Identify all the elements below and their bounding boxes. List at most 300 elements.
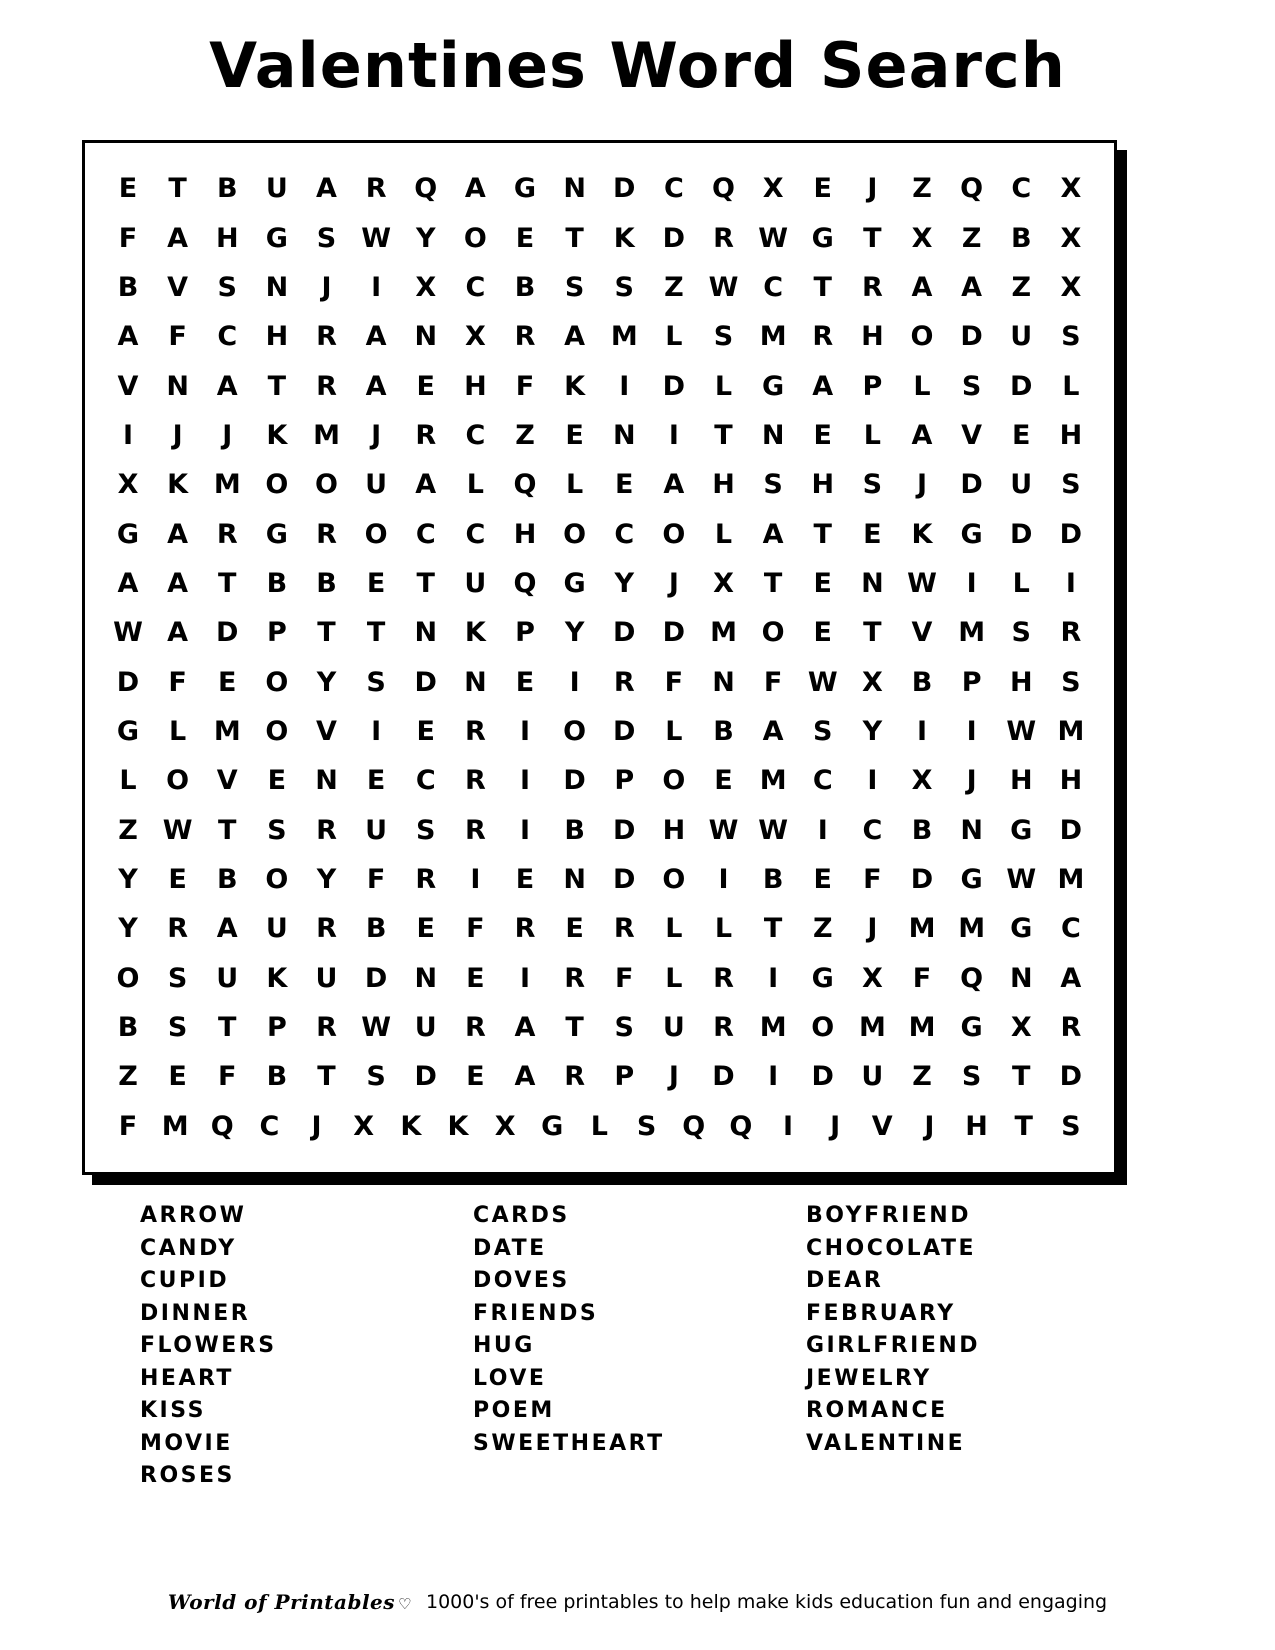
- grid-cell: G: [811, 222, 834, 254]
- grid-cell: J: [867, 173, 878, 205]
- grid-cell: U: [265, 173, 288, 205]
- grid-cell: A: [1060, 962, 1082, 994]
- grid-cell: E: [615, 469, 634, 501]
- grid-cell: M: [958, 617, 986, 649]
- grid-cell: R: [713, 222, 734, 254]
- grid-cell: W: [758, 814, 789, 846]
- grid-cell: N: [563, 173, 586, 205]
- grid-cell: N: [861, 567, 884, 599]
- grid-row: [99, 271, 1100, 303]
- grid-cell: B: [266, 567, 288, 599]
- grid-cell: Y: [862, 715, 883, 747]
- grid-cell: S: [167, 1011, 188, 1043]
- grid-cell: L: [665, 913, 683, 945]
- grid-cell: E: [168, 863, 187, 895]
- grid-cell: L: [1012, 567, 1030, 599]
- grid-cell: C: [465, 271, 486, 303]
- grid-cell: G: [265, 518, 288, 550]
- grid-cell: R: [316, 321, 337, 353]
- grid-cell: E: [366, 567, 386, 599]
- grid-cell: S: [813, 715, 833, 747]
- grid-cell: A: [514, 1061, 536, 1093]
- grid-cell: T: [863, 222, 882, 254]
- grid-row: [99, 814, 1100, 846]
- grid-cell: H: [712, 469, 735, 501]
- word-list-item: DOVES: [473, 1268, 570, 1294]
- grid-cell: C: [614, 518, 635, 550]
- grid-cell: X: [713, 567, 734, 599]
- grid-cell: I: [569, 666, 580, 698]
- grid-cell: S: [564, 271, 585, 303]
- grid-cell: L: [590, 1110, 609, 1142]
- grid-cell: X: [1060, 222, 1082, 254]
- grid-cell: B: [1010, 222, 1032, 254]
- grid-row: [99, 666, 1100, 698]
- grid-cell: H: [513, 518, 537, 550]
- grid-cell: R: [564, 962, 586, 994]
- grid-cell: C: [862, 814, 883, 846]
- grid-cell: O: [463, 222, 487, 254]
- grid-cell: O: [910, 321, 934, 353]
- grid-cell: X: [1060, 271, 1082, 303]
- grid-cell: E: [267, 765, 287, 797]
- grid-cell: M: [161, 1110, 189, 1142]
- grid-cell: L: [665, 715, 683, 747]
- grid-cell: S: [1061, 1110, 1081, 1142]
- grid-cell: D: [613, 814, 636, 846]
- grid-cell: B: [117, 1011, 139, 1043]
- grid-cell: F: [664, 666, 684, 698]
- grid-cell: D: [662, 617, 686, 649]
- grid-cell: R: [564, 1061, 586, 1093]
- grid-cell: T: [714, 419, 733, 451]
- word-list-item: CANDY: [140, 1235, 237, 1261]
- grid-cell: N: [563, 863, 586, 895]
- grid-cell: L: [863, 419, 881, 451]
- grid-cell: W: [807, 666, 838, 698]
- grid-cell: E: [813, 419, 832, 451]
- grid-cell: L: [566, 469, 584, 501]
- grid-cell: G: [563, 567, 586, 599]
- grid-cell: D: [960, 469, 983, 501]
- grid-cell: D: [216, 617, 239, 649]
- grid-row: [99, 1110, 1100, 1142]
- grid-cell: L: [119, 765, 137, 797]
- grid-cell: Z: [664, 271, 684, 303]
- grid-cell: A: [216, 913, 238, 945]
- grid-cell: I: [867, 765, 878, 797]
- grid-cell: I: [1065, 567, 1076, 599]
- grid-cell: W: [361, 1011, 392, 1043]
- grid-cell: K: [400, 1110, 422, 1142]
- word-list-item: FEBRUARY: [806, 1300, 956, 1326]
- grid-cell: K: [564, 370, 586, 402]
- grid-cell: T: [317, 1061, 336, 1093]
- grid-cell: E: [565, 913, 584, 945]
- grid-cell: H: [1059, 419, 1083, 451]
- grid-cell: Z: [912, 173, 932, 205]
- grid-cell: H: [215, 222, 239, 254]
- grid-cell: A: [365, 321, 387, 353]
- grid-cell: H: [662, 814, 686, 846]
- grid-cell: F: [515, 370, 535, 402]
- grid-box: [82, 140, 1117, 1175]
- grid-cell: N: [414, 617, 438, 649]
- grid-cell: D: [613, 863, 636, 895]
- grid-cell: C: [812, 765, 833, 797]
- grid-cell: T: [763, 913, 783, 945]
- grid-cell: G: [762, 370, 785, 402]
- grid-cell: I: [966, 567, 977, 599]
- grid-cell: M: [759, 321, 787, 353]
- grid-cell: Y: [118, 913, 138, 945]
- grid-row: [99, 1061, 1100, 1093]
- grid-cell: C: [465, 419, 486, 451]
- word-list-item: CHOCOLATE: [806, 1235, 976, 1261]
- grid-cell: L: [714, 913, 733, 945]
- grid-cell: A: [762, 518, 784, 550]
- grid-cell: I: [519, 765, 531, 797]
- grid-cell: E: [218, 666, 237, 698]
- grid-cell: O: [166, 765, 190, 797]
- page-title: Valentines Word Search: [209, 29, 1066, 102]
- brand-logo: [168, 1590, 412, 1614]
- grid-cell: L: [466, 469, 484, 501]
- grid-cell: C: [259, 1110, 280, 1142]
- grid-cell: M: [213, 715, 241, 747]
- grid-cell: T: [1012, 1061, 1031, 1093]
- grid-cell: J: [668, 1061, 679, 1093]
- grid-cell: F: [466, 913, 485, 945]
- grid-cell: F: [168, 321, 187, 353]
- grid-cell: O: [265, 715, 289, 747]
- grid-cell: X: [861, 666, 883, 698]
- grid-cell: I: [768, 1061, 779, 1093]
- grid-cell: M: [610, 321, 638, 353]
- grid-cell: J: [321, 271, 332, 303]
- grid-cell: E: [416, 715, 435, 747]
- word-list-item: DATE: [473, 1235, 547, 1261]
- grid-cell: W: [758, 222, 789, 254]
- grid-cell: T: [218, 1011, 237, 1043]
- grid-cell: T: [565, 1011, 584, 1043]
- grid-cell: D: [662, 370, 686, 402]
- grid-cell: C: [1011, 173, 1032, 205]
- grid-cell: G: [960, 518, 983, 550]
- grid-cell: M: [1057, 863, 1085, 895]
- grid-cell: B: [911, 666, 933, 698]
- grid-row: [99, 962, 1100, 994]
- grid-cell: R: [514, 913, 536, 945]
- grid-cell: S: [416, 814, 436, 846]
- grid-cell: T: [218, 567, 237, 599]
- grid-cell: I: [371, 271, 382, 303]
- grid-cell: A: [464, 173, 486, 205]
- grid-cell: R: [464, 814, 486, 846]
- grid-cell: K: [167, 469, 189, 501]
- grid-cell: S: [763, 469, 783, 501]
- grid-cell: Q: [712, 173, 735, 205]
- grid-cell: S: [217, 271, 237, 303]
- grid-cell: D: [613, 715, 636, 747]
- grid-cell: R: [713, 962, 734, 994]
- grid-cell: E: [466, 1061, 485, 1093]
- grid-cell: H: [811, 469, 835, 501]
- grid-cell: O: [265, 666, 289, 698]
- grid-cell: Q: [729, 1110, 753, 1142]
- grid-cell: R: [613, 913, 635, 945]
- grid-cell: M: [759, 765, 787, 797]
- grid-cell: L: [714, 370, 733, 402]
- grid-cell: I: [718, 863, 729, 895]
- grid-cell: B: [316, 567, 337, 599]
- word-list-item: HUG: [473, 1333, 535, 1359]
- grid-cell: V: [216, 765, 238, 797]
- grid-cell: D: [1059, 1061, 1083, 1093]
- word-list-column: [806, 1200, 1139, 1493]
- grid-cell: W: [907, 567, 937, 599]
- word-list-item: KISS: [140, 1398, 206, 1424]
- grid-cell: D: [116, 666, 140, 698]
- grid-cell: U: [365, 469, 388, 501]
- grid-cell: I: [519, 814, 531, 846]
- grid-cell: J: [830, 1110, 841, 1142]
- grid-cell: F: [366, 863, 386, 895]
- grid-cell: W: [162, 814, 193, 846]
- grid-cell: Y: [614, 567, 635, 599]
- grid-cell: E: [366, 765, 386, 797]
- grid-cell: S: [862, 469, 883, 501]
- grid-cell: Z: [515, 419, 535, 451]
- grid-cell: S: [961, 1061, 982, 1093]
- grid-cell: Y: [118, 863, 138, 895]
- grid-cell: S: [614, 271, 634, 303]
- grid-cell: O: [563, 715, 587, 747]
- grid-cell: X: [353, 1110, 375, 1142]
- grid-cell: O: [265, 863, 289, 895]
- grid-cell: K: [266, 419, 288, 451]
- grid-cell: K: [613, 222, 635, 254]
- footer: [0, 1590, 1275, 1614]
- grid-cell: E: [118, 173, 138, 205]
- grid-cell: I: [817, 814, 828, 846]
- grid-cell: Y: [316, 863, 337, 895]
- grid-cell: B: [564, 814, 585, 846]
- grid-cell: E: [813, 863, 832, 895]
- grid-cell: Z: [118, 1061, 138, 1093]
- grid-cell: J: [311, 1110, 322, 1142]
- grid-cell: D: [1059, 814, 1083, 846]
- grid-cell: T: [267, 370, 287, 402]
- grid-cell: A: [564, 321, 586, 353]
- grid-cell: U: [265, 913, 288, 945]
- grid-cell: D: [662, 222, 686, 254]
- grid-cell: Z: [118, 814, 138, 846]
- grid-cell: C: [217, 321, 238, 353]
- grid-cell: M: [710, 617, 737, 649]
- grid-cell: N: [414, 962, 438, 994]
- word-list-item: SWEETHEART: [473, 1430, 665, 1456]
- grid-cell: E: [515, 222, 535, 254]
- grid-cell: E: [813, 567, 832, 599]
- grid-cell: E: [1012, 419, 1031, 451]
- grid-cell: E: [863, 518, 882, 550]
- grid-row: [99, 863, 1100, 895]
- grid-cell: G: [513, 173, 537, 205]
- grid-cell: W: [708, 271, 739, 303]
- grid-cell: R: [613, 666, 635, 698]
- grid-cell: A: [961, 271, 983, 303]
- grid-cell: G: [960, 1011, 983, 1043]
- grid-cell: L: [1062, 370, 1080, 402]
- grid-cell: G: [116, 518, 140, 550]
- grid-cell: R: [415, 419, 437, 451]
- grid-cell: A: [316, 173, 337, 205]
- word-list-item: GIRLFRIEND: [806, 1333, 981, 1359]
- grid-cell: R: [812, 321, 834, 353]
- grid-row: [99, 617, 1100, 649]
- grid-cell: F: [615, 962, 634, 994]
- grid-cell: E: [714, 765, 733, 797]
- grid-cell: O: [265, 469, 289, 501]
- grid-cell: U: [315, 962, 338, 994]
- grid-row: [99, 715, 1100, 747]
- grid-cell: X: [415, 271, 437, 303]
- grid-cell: W: [113, 617, 143, 649]
- grid-cell: Y: [415, 222, 436, 254]
- grid-cell: Q: [513, 567, 537, 599]
- grid-cell: B: [911, 814, 933, 846]
- grid-cell: Q: [960, 962, 984, 994]
- grid-cell: A: [117, 321, 139, 353]
- grid-cell: S: [1011, 617, 1031, 649]
- grid-cell: I: [916, 715, 928, 747]
- word-list-item: LOVE: [473, 1365, 547, 1391]
- grid-cell: I: [470, 863, 481, 895]
- grid-cell: P: [515, 617, 535, 649]
- grid-cell: N: [1009, 962, 1033, 994]
- grid-cell: A: [514, 1011, 536, 1043]
- grid-cell: E: [813, 617, 832, 649]
- grid-cell: N: [761, 419, 785, 451]
- grid-cell: E: [168, 1061, 187, 1093]
- grid-cell: C: [763, 271, 784, 303]
- grid-cell: O: [662, 765, 686, 797]
- grid-row: [99, 469, 1100, 501]
- grid-cell: A: [762, 715, 784, 747]
- grid-cell: R: [316, 518, 337, 550]
- grid-cell: J: [966, 765, 977, 797]
- grid-cell: I: [966, 715, 977, 747]
- grid-cell: T: [317, 617, 336, 649]
- grid-cell: H: [265, 321, 289, 353]
- grid-row: [99, 370, 1100, 402]
- grid-cell: B: [762, 863, 784, 895]
- grid-cell: O: [364, 518, 388, 550]
- grid-cell: S: [1061, 321, 1081, 353]
- grid-cell: O: [662, 863, 686, 895]
- grid-cell: C: [415, 518, 436, 550]
- grid-cell: S: [614, 1011, 634, 1043]
- word-list-item: FLOWERS: [140, 1333, 277, 1359]
- grid-cell: W: [1006, 715, 1037, 747]
- grid-cell: M: [1057, 715, 1085, 747]
- grid-cell: H: [1009, 666, 1033, 698]
- grid-cell: S: [366, 1061, 386, 1093]
- grid-cell: C: [415, 765, 436, 797]
- grid-cell: Q: [513, 469, 537, 501]
- grid-cell: E: [565, 419, 584, 451]
- grid-cell: R: [365, 173, 387, 205]
- grid-cell: U: [1010, 469, 1033, 501]
- grid-cell: B: [216, 863, 238, 895]
- grid-cell: A: [911, 271, 933, 303]
- grid-cell: R: [316, 913, 337, 945]
- grid-cell: N: [960, 814, 983, 846]
- grid-cell: S: [1061, 666, 1081, 698]
- grid-cell: M: [858, 1011, 886, 1043]
- grid-cell: W: [361, 222, 392, 254]
- brand-name: World of Printables: [167, 1590, 396, 1614]
- word-list-item: BOYFRIEND: [806, 1203, 971, 1228]
- grid-cell: I: [782, 1110, 793, 1142]
- grid-cell: R: [1060, 617, 1082, 649]
- grid-cell: M: [213, 469, 241, 501]
- grid-cell: D: [613, 617, 636, 649]
- grid-cell: J: [371, 419, 382, 451]
- grid-cell: I: [768, 962, 779, 994]
- grid-cell: R: [464, 715, 486, 747]
- grid-cell: J: [916, 469, 928, 501]
- grid-cell: V: [961, 419, 983, 451]
- grid-cell: R: [861, 271, 883, 303]
- grid-cell: R: [216, 518, 238, 550]
- grid-cell: L: [913, 370, 931, 402]
- grid-cell: O: [811, 1011, 835, 1043]
- grid-cell: I: [519, 715, 531, 747]
- grid-cell: N: [612, 419, 636, 451]
- word-list-item: DEAR: [806, 1268, 884, 1294]
- grid-cell: E: [515, 666, 535, 698]
- word-list-item: MOVIE: [140, 1430, 233, 1456]
- grid-cell: B: [365, 913, 387, 945]
- grid-cell: P: [614, 1061, 635, 1093]
- grid-cell: S: [366, 666, 386, 698]
- grid-cell: G: [116, 715, 140, 747]
- grid-cell: E: [466, 962, 485, 994]
- word-list-item: VALENTINE: [806, 1430, 966, 1456]
- grid-cell: S: [316, 222, 337, 254]
- grid-cell: D: [414, 1061, 437, 1093]
- grid-cell: N: [265, 271, 289, 303]
- grid-row: [99, 913, 1100, 945]
- grid-cell: A: [167, 222, 189, 254]
- grid-cell: U: [1010, 321, 1033, 353]
- grid-cell: M: [759, 1011, 787, 1043]
- grid-cell: I: [371, 715, 382, 747]
- grid-cell: D: [563, 765, 586, 797]
- grid-cell: D: [414, 666, 437, 698]
- grid-cell: J: [222, 419, 233, 451]
- grid-cell: R: [464, 765, 486, 797]
- word-list-item: CUPID: [140, 1268, 230, 1294]
- grid-cell: D: [1059, 518, 1083, 550]
- grid-cell: V: [871, 1110, 893, 1142]
- grid-cell: E: [515, 863, 535, 895]
- grid-cell: B: [713, 715, 734, 747]
- grid-cell: A: [117, 567, 139, 599]
- grid-cell: D: [910, 863, 934, 895]
